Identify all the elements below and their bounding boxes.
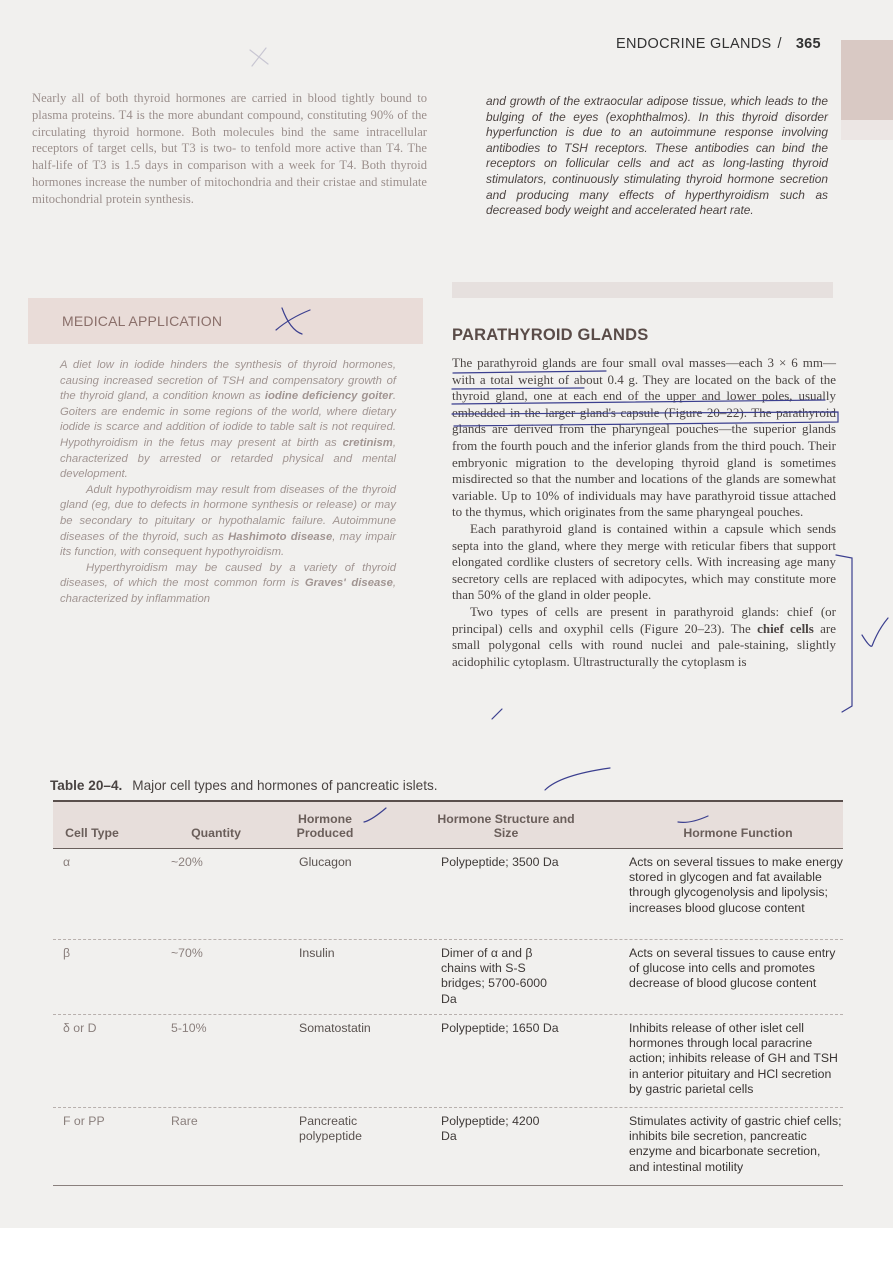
chapter-tab bbox=[841, 40, 893, 120]
header-quantity: Quantity bbox=[191, 826, 241, 840]
cell-function: Stimulates activity of gastric chief cells; inhibits bile secretion, pancreatic enzyme and bicarbonate secretion, and intestinal motility bbox=[629, 1114, 842, 1174]
table-caption bbox=[50, 778, 438, 793]
cell-quantity: ~70% bbox=[171, 946, 203, 960]
parathyroid-paragraph-3 bbox=[452, 604, 836, 670]
header-hormone-function: Hormone Function bbox=[683, 826, 793, 840]
left-intro-text: Nearly all of both thyroid hormones are carried in blood tightly bound to plasma proteins. T4 is the more abundant compound, constituting 90% of the circulating thyroid hormone. Both molecules bind the same intracellular receptors of target cells, but T3 is two- to tenfold more active than T4. The half-life of T3 is 1.5 days in comparison with a week for T4. Both thyroid hormones increase the number of mitochondria and their cristae and stimulate mitochondrial protein synthesis. bbox=[32, 91, 427, 206]
slash-mark bbox=[492, 709, 502, 719]
med-term-graves: Graves' disease bbox=[304, 577, 393, 590]
cell-hormone: Somatostatin bbox=[299, 1021, 371, 1035]
parathyroid-paragraph-1: The parathyroid glands are four small oval masses—each 3 × 6 mm—with a total weight of about 0.4 g. They are located on the back of the thyroid gland, one at each end of the upper and lower poles, usually embedded in the larger gland's capsule (Figure 20–22). The parathyroid glands are derived from the pharyngeal pouches—the superior glands from the fourth pouch and the inferior glands from the third pouch. Their embryonic migration to the developing thyroid gland is sometimes misdirected so that the number and locations of the glands are somewhat variable. Up to 10% of individuals may have parathyroid tissue attached to the thymus, which originates from the same pharyngeal pouches. bbox=[452, 355, 836, 520]
cell-structure: Dimer of α and β chains with S-S bridges; 5700-6000 Da bbox=[441, 946, 547, 1006]
right-italic-continuation: and growth of the extraocular adipose tissue, which leads to the bulging of the eyes (exophthalmos). In this thyroid disorder hyperfunction is due to an autoimmune response involving antibodies to TSH receptors. These antibodies can bind the receptors on follicular cells and act as long-lasting thyroid stimulators, continuously stimulating thyroid hormone secretion and producing many effects of hyperthyroidism such as decreased body weight and accelerated heart rate. bbox=[486, 94, 828, 218]
running-head bbox=[616, 36, 821, 52]
med-p1-c: . Goiters are endemic in some regions of the world, where dietary iodide is scarce and addition of iodide to table salt is not required. Hypothyroidism in the fetus may present at birth as bbox=[60, 390, 396, 449]
med-p1-e: , characterized by arrested or retarded physical and mental development. bbox=[60, 436, 396, 481]
term-chief-cells: chief cells bbox=[757, 620, 814, 636]
cell-quantity: 5-10% bbox=[171, 1021, 207, 1035]
med-term-hashimoto: Hashimoto disease bbox=[228, 530, 333, 543]
chapter-tab-lower bbox=[841, 120, 893, 140]
cell-type: F or PP bbox=[63, 1114, 105, 1128]
cell-structure: Polypeptide; 1650 Da bbox=[441, 1021, 559, 1035]
med-p3-c: , characterized by inflammation bbox=[60, 577, 396, 605]
cell-hormone: Insulin bbox=[299, 946, 335, 960]
med-p3-a: Hyperthyroidism may be caused by a variety of thyroid diseases, of which the most common form is bbox=[60, 561, 396, 590]
med-term-cretinism: cretinism bbox=[342, 436, 393, 449]
running-separator: / bbox=[777, 36, 782, 52]
med-term-goiter: iodine deficiency goiter bbox=[264, 390, 393, 403]
medical-application-text bbox=[60, 358, 396, 608]
med-paragraph-1 bbox=[60, 358, 396, 483]
cell-structure: Polypeptide; 3500 Da bbox=[441, 855, 559, 869]
table-row bbox=[53, 1107, 843, 1184]
cell-quantity: ~20% bbox=[171, 855, 203, 869]
table-row bbox=[53, 1014, 843, 1107]
table-bottom-rule bbox=[53, 1185, 843, 1186]
med-paragraph-2 bbox=[60, 483, 396, 561]
table-label: Table 20–4. bbox=[50, 778, 123, 793]
med-paragraph-3 bbox=[60, 561, 396, 608]
bracket-right bbox=[836, 555, 852, 712]
parathyroid-p3-a: Two types of cells are present in parathyroid glands: chief (or principal) cells and oxyphil cells (Figure 20–23). The bbox=[452, 603, 836, 636]
medical-application-box bbox=[28, 298, 423, 728]
cell-structure: Polypeptide; 4200 Da bbox=[441, 1114, 540, 1144]
section-title-parathyroid: PARATHYROID GLANDS bbox=[452, 326, 649, 344]
medical-application-title: MEDICAL APPLICATION bbox=[62, 313, 223, 329]
right-box-bottom-bar bbox=[452, 282, 833, 298]
table-row bbox=[53, 848, 843, 939]
table-row bbox=[53, 939, 843, 1014]
page-number: 365 bbox=[795, 36, 821, 52]
cell-type: α bbox=[63, 855, 71, 869]
check-mark-margin bbox=[862, 618, 888, 646]
parathyroid-body bbox=[452, 355, 836, 670]
cell-hormone: Pancreatic polypeptide bbox=[299, 1114, 362, 1144]
med-p2-a: Adult hypothyroidism may result from diseases of the thyroid gland (eg, due to defects in hormone synthesis or release) or may be secondary to pituitary or hypothalamic failure. Autoimmune diseases of the thyroid, such as bbox=[60, 483, 396, 543]
cell-function: Inhibits release of other islet cell hormones through local paracrine action; inhibits release of GH and TSH in anterior pituitary and HCl secretion by gastric parietal cells bbox=[629, 1021, 838, 1096]
caption-check bbox=[545, 768, 610, 790]
cell-quantity: Rare bbox=[171, 1114, 198, 1128]
running-title: ENDOCRINE GLANDS bbox=[616, 36, 772, 52]
left-intro-paragraph bbox=[32, 90, 427, 208]
header-hormone-structure: Hormone Structure and Size bbox=[437, 812, 575, 840]
cell-function: Acts on several tissues to make energy stored in glycogen and fat available through glycogenolysis and lipolysis; increases blood glucose content bbox=[629, 855, 843, 915]
cell-hormone: Glucagon bbox=[299, 855, 352, 869]
faint-x-mark bbox=[250, 48, 268, 66]
cell-type: δ or D bbox=[63, 1021, 97, 1035]
med-p1-a: A diet low in iodide hinders the synthesis of thyroid hormones, causing increased secretion of TSH and compensatory growth of the thyroid gland, a condition known as bbox=[60, 359, 396, 403]
pancreatic-islet-table bbox=[53, 800, 843, 1184]
parathyroid-p3-c: are small polygonal cells with round nuclei and pale-staining, slightly acidophilic cytoplasm. Ultrastructurally the cytoplasm is bbox=[452, 620, 836, 669]
header-cell-type: Cell Type bbox=[65, 826, 119, 840]
header-hormone-produced: Hormone Produced bbox=[296, 812, 354, 840]
table-caption-text: Major cell types and hormones of pancreatic islets. bbox=[132, 778, 438, 793]
medical-application-header bbox=[28, 298, 423, 344]
cell-function: Acts on several tissues to cause entry of glucose into cells and promotes decrease of blood glucose content bbox=[629, 946, 836, 991]
table-header-row bbox=[53, 800, 843, 848]
parathyroid-paragraph-2: Each parathyroid gland is contained within a capsule which sends septa into the gland, where they merge with reticular fibers that support elongated cordlike clusters of secretory cells. With increasing age many secretory cells are replaced with adipocytes, which may constitute more than 50% of the gland in older people. bbox=[452, 520, 836, 603]
med-p2-c: , may impair its function, with consequent hypothyroidism. bbox=[60, 530, 396, 559]
cell-type: β bbox=[63, 946, 71, 960]
